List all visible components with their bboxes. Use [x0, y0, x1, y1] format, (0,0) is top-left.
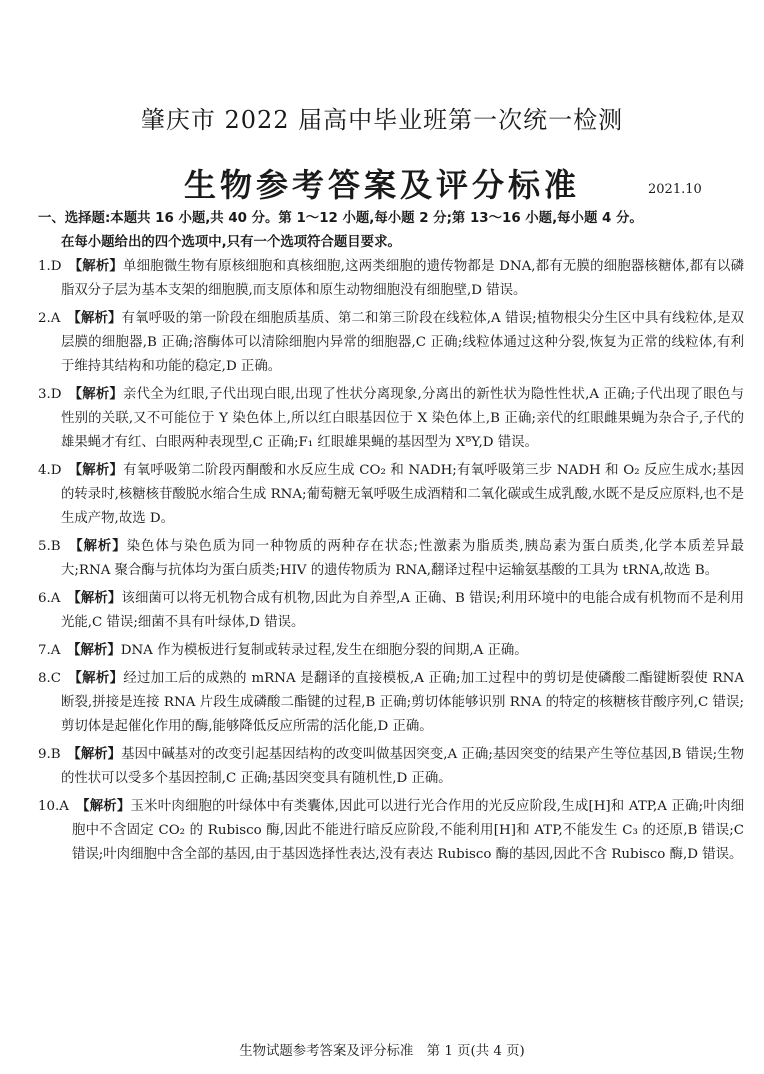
answer-explanation: 基因中碱基对的改变引起基因结构的改变叫做基因突变,A 正确;基因突变的结果产生等位基因,B 错误;生物的性状可以受多个基因控制,C 正确;基因突变具有随机性,D 正确。 — [61, 747, 744, 786]
exam-title: 肇庆市 2022 届高中毕业班第一次统一检测 — [140, 106, 624, 134]
answer-item-3 — [38, 382, 744, 455]
analysis-tag: 【解析】 — [75, 670, 124, 686]
answer-item-7 — [38, 638, 744, 663]
answer-item-6 — [38, 586, 744, 635]
answer-number: 6.A — [38, 591, 61, 606]
analysis-tag: 【解析】 — [74, 310, 122, 326]
answer-explanation: 有氧呼吸的第一阶段在细胞质基质、第二和第三阶段在线粒体,A 错误;植物根尖分生区中具有线粒体,是双层膜的细胞器,B 正确;溶酶体可以清除细胞内异常的细胞器,C 正确;线粒体通过这种分裂,恢复为正常的线粒体,有利于维持其结构和功能的稳定,D 正确。 — [61, 311, 744, 374]
answer-number: 8.C — [38, 671, 62, 686]
answer-explanation: 经过加工后的成熟的 mRNA 是翻译的直接模板,A 正确;加工过程中的剪切是使磷酸二酯键断裂使 RNA 断裂,拼接是连接 RNA 片段生成磷酸二酯键的过程,B 正确;剪切体能够识别 RNA 的特定的核糖核苷酸序列,C 错误;剪切体是起催化作用的酶,能够降低反应所需的活化能,D 正确。 — [61, 671, 745, 734]
answer-number: 5.B — [38, 539, 61, 554]
page-footer: 生物试题参考答案及评分标准 第 1 页(共 4 页) — [239, 1044, 525, 1059]
section-line-2: 在每小题给出的四个选项中,只有一个选项符合题目要求。 — [61, 235, 401, 250]
answer-key-title: 生物参考答案及评分标准 — [183, 166, 580, 204]
answer-number: 3.D — [38, 387, 62, 402]
answer-explanation: 该细菌可以将无机物合成有机物,因此为自养型,A 正确、B 错误;利用环境中的电能合成有机物而不是利用光能,C 错误;细菌不具有叶绿体,D 错误。 — [61, 591, 744, 630]
answer-item-8 — [38, 666, 744, 739]
answer-item-4 — [38, 458, 744, 531]
answer-item-1 — [38, 254, 744, 303]
analysis-tag: 【解析】 — [75, 538, 127, 554]
exam-date: 2021.10 — [648, 182, 702, 197]
answer-number: 7.A — [38, 643, 61, 658]
answer-explanation: 染色体与染色质为同一种物质的两种存在状态;性激素为脂质类,胰岛素为蛋白质类,化学本质差异最大;RNA 聚合酶与抗体均为蛋白质类;HIV 的遗传物质为 RNA,翻译过程中运输氨基酸的工具为 tRNA,故选 B。 — [61, 539, 745, 578]
analysis-tag: 【解析】 — [75, 258, 124, 274]
analysis-tag: 【解析】 — [82, 798, 131, 814]
answer-explanation: DNA 作为模板进行复制或转录过程,发生在细胞分裂的间期,A 正确。 — [120, 643, 528, 658]
answer-number: 10.A — [38, 799, 69, 814]
analysis-tag: 【解析】 — [75, 462, 124, 478]
answer-number: 2.A — [38, 311, 61, 326]
answer-list — [38, 254, 744, 870]
answer-explanation: 亲代全为红眼,子代出现白眼,出现了性状分离现象,分离出的新性状为隐性性状,A 正确;子代出现了眼色与性别的关联,又不可能位于 Y 染色体上,所以红白眼基因位于 X 染色体上,B 正确;亲代的红眼雌果蝇为杂合子,子代的雄果蝇才有红、白眼两种表现型,C 正确;F₁ 红眼雄果蝇的基因型为 XᴮY,D 错误。 — [61, 387, 745, 450]
analysis-tag: 【解析】 — [74, 590, 122, 606]
section-line-1: 一、选择题:本题共 16 小题,共 40 分。第 1～12 小题,每小题 2 分;第 13～16 小题,每小题 4 分。 — [38, 211, 643, 226]
answer-explanation: 有氧呼吸第二阶段丙酮酸和水反应生成 CO₂ 和 NADH;有氧呼吸第三步 NADH 和 O₂ 反应生成水;基因的转录时,核糖核苷酸脱水缩合生成 RNA;葡萄糖无氧呼吸生成酒精和二氧化碳或生成乳酸,水既不是反应原料,也不是生成产物,故选 D。 — [61, 463, 744, 526]
answer-item-10 — [38, 794, 744, 867]
analysis-tag: 【解析】 — [74, 746, 122, 762]
analysis-tag: 【解析】 — [73, 642, 121, 658]
answer-item-5 — [38, 534, 744, 583]
answer-explanation: 玉米叶肉细胞的叶绿体中有类囊体,因此可以进行光合作用的光反应阶段,生成[H]和 ATP,A 正确;叶肉细胞中不含固定 CO₂ 的 Rubisco 酶,因此不能进行暗反应阶段,不能利用[H]和 ATP,不能发生 C₃ 的还原,B 错误;C 错误;叶肉细胞中含全部的基因,由于基因选择性表达,没有表达 Rubisco 酶的基因,因此不含 Rubisco 酶,D 错误。 — [72, 799, 744, 862]
answer-number: 4.D — [38, 463, 62, 478]
answer-item-2 — [38, 306, 744, 379]
answer-number: 9.B — [38, 747, 61, 762]
answer-item-9 — [38, 742, 744, 791]
answer-number: 1.D — [38, 259, 62, 274]
answer-explanation: 单细胞微生物有原核细胞和真核细胞,这两类细胞的遗传物都是 DNA,都有无膜的细胞器核糖体,都有以磷脂双分子层为基本支架的细胞膜,而支原体和原生动物细胞没有细胞壁,D 错误。 — [61, 259, 744, 298]
section-heading — [38, 207, 748, 255]
analysis-tag: 【解析】 — [75, 386, 124, 402]
